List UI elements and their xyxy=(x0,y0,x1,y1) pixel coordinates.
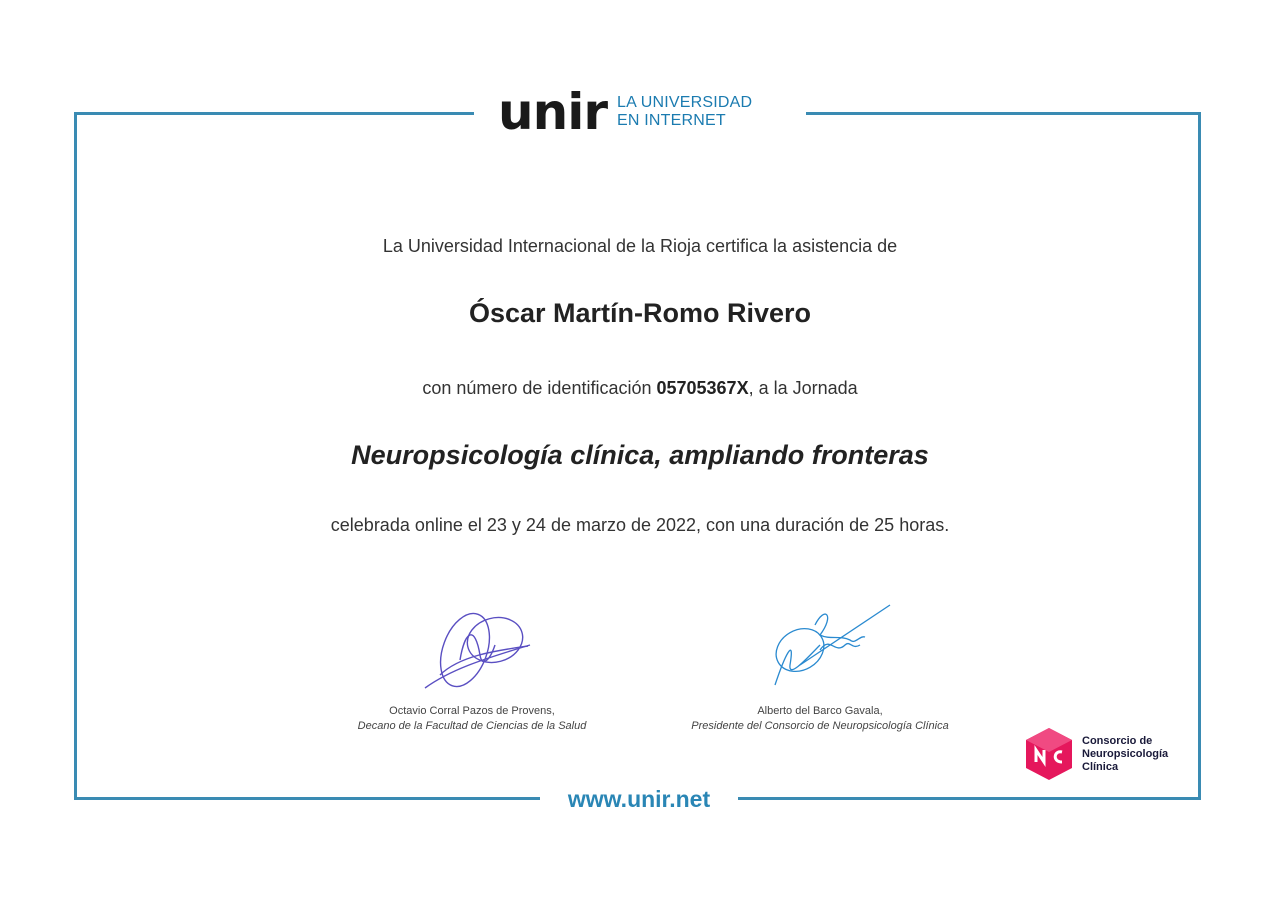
signatory-role: Presidente del Consorcio de Neuropsicología Clínica xyxy=(691,720,949,732)
event-dates: celebrada online el 23 y 24 de marzo de 2022, con una duración de 25 horas. xyxy=(330,515,950,535)
logo-tagline-line2: EN INTERNET xyxy=(617,112,726,129)
signature-right xyxy=(760,595,900,695)
signatory-role: Decano de la Facultad de Ciencias de la Salud xyxy=(357,720,587,732)
unir-logo xyxy=(498,82,752,142)
signatory-right xyxy=(640,704,1000,734)
footer-website-link[interactable]: www.unir.net xyxy=(567,786,711,812)
signatory-name: Octavio Corral Pazos de Provens, xyxy=(389,705,555,717)
signature-left xyxy=(410,600,540,700)
id-suffix: , a la Jornada xyxy=(748,378,858,398)
partner-line2: Neuropsicología xyxy=(1082,747,1169,760)
id-prefix: con número de identificación xyxy=(422,378,657,398)
logo-tagline-line1: LA UNIVERSIDAD xyxy=(617,94,753,111)
event-title: Neuropsicología clínica, ampliando fronteras xyxy=(351,440,929,470)
partner-logo xyxy=(1024,726,1168,782)
partner-line1: Consorcio de xyxy=(1082,734,1153,747)
certificate-intro: La Universidad Internacional de la Rioja certifica la asistencia de xyxy=(382,236,898,256)
logo-wordmark: unir xyxy=(498,83,607,141)
consortium-cube-icon xyxy=(1024,726,1074,782)
identification-line xyxy=(0,378,1280,399)
recipient-name: Óscar Martín-Romo Rivero xyxy=(468,298,812,328)
id-number: 05705367X xyxy=(656,378,749,398)
logo-tagline xyxy=(617,94,752,130)
partner-line3: Clínica xyxy=(1082,760,1119,773)
signatory-name: Alberto del Barco Gavala, xyxy=(757,705,883,717)
partner-name xyxy=(1082,735,1168,774)
signatory-left xyxy=(292,704,652,734)
